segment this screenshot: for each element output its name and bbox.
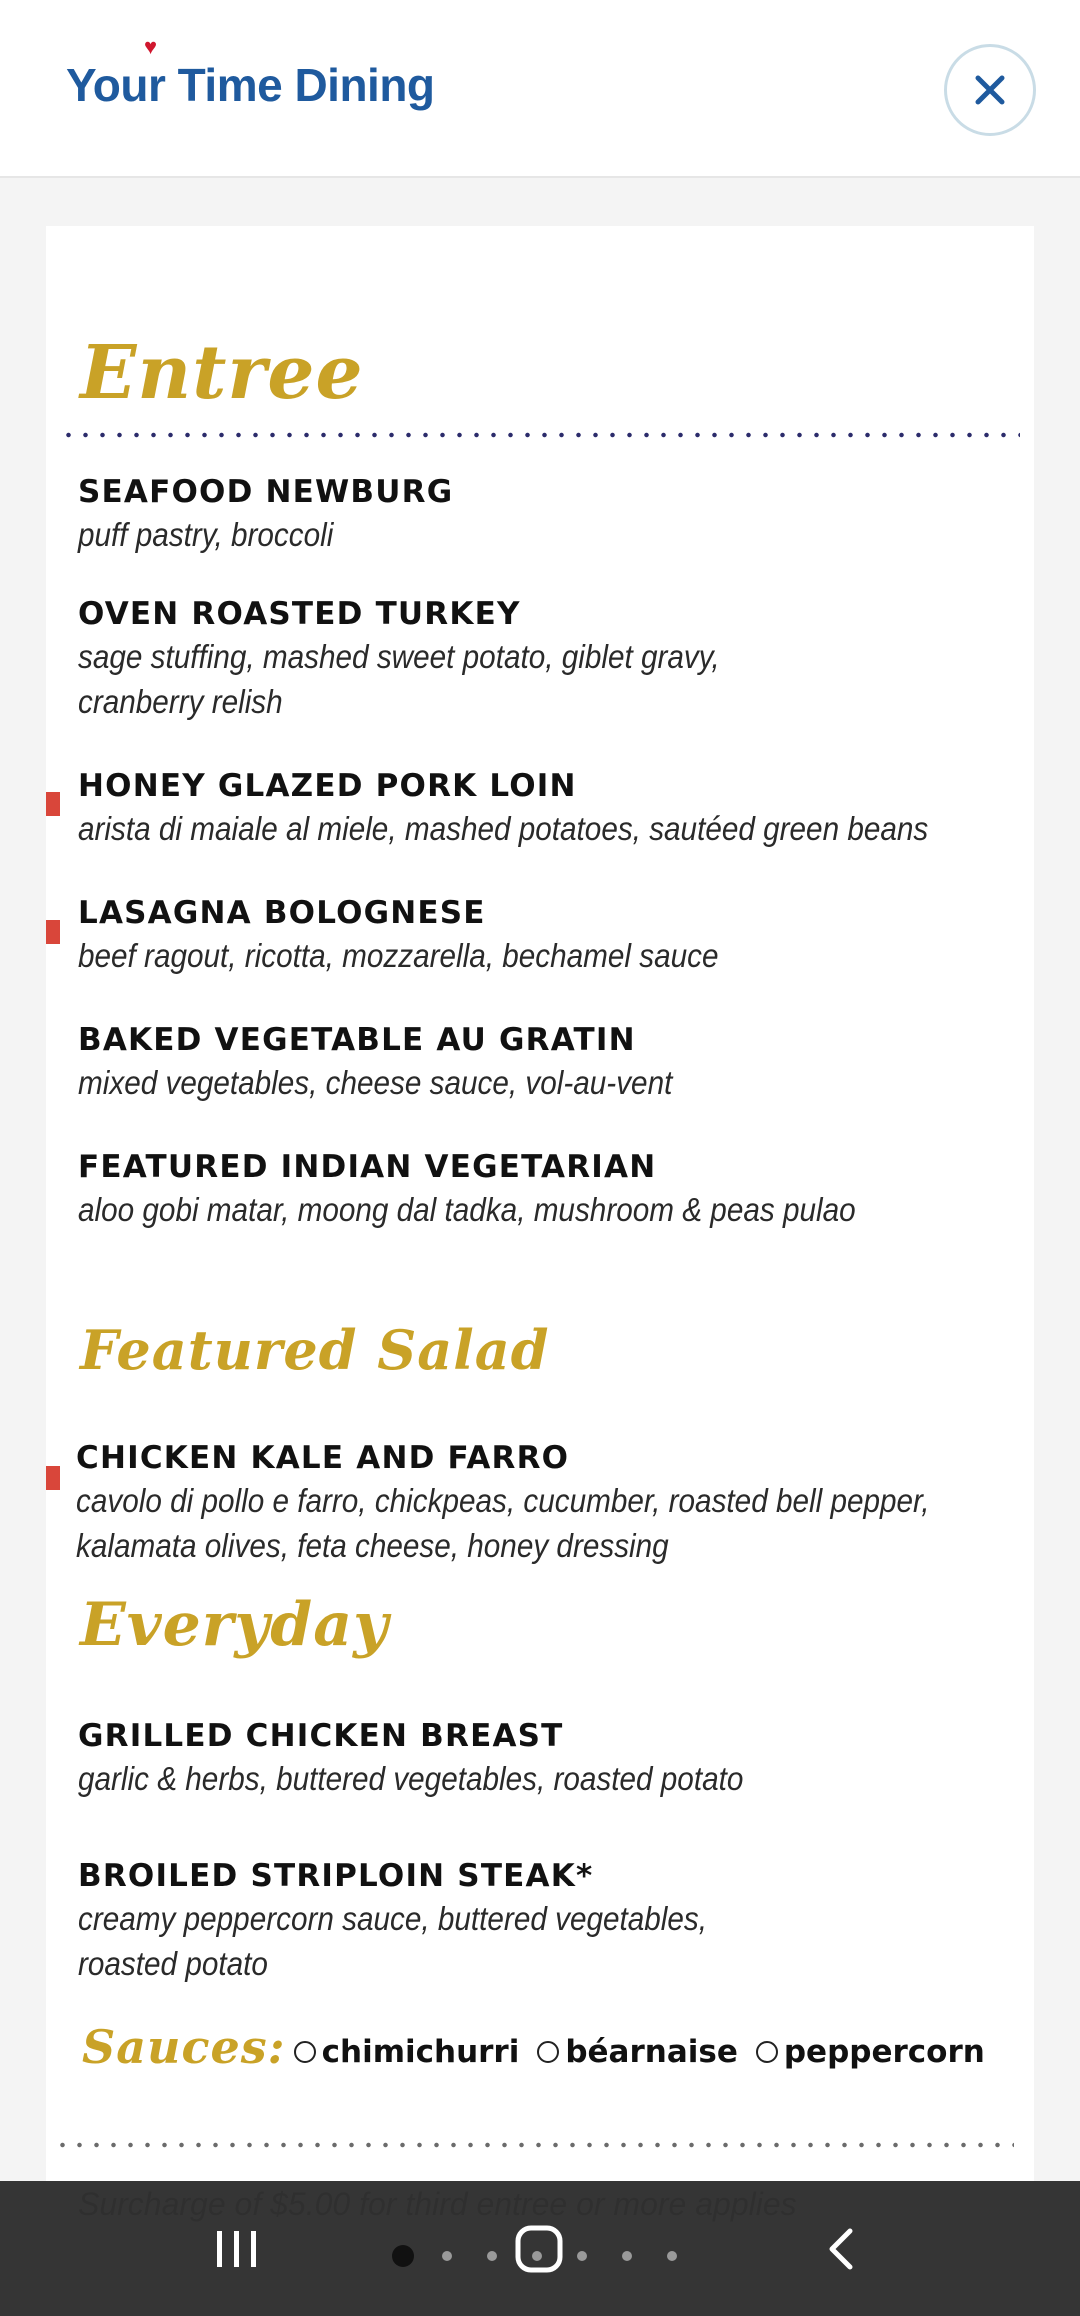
page-dot (442, 2251, 452, 2261)
radio-circle-icon (756, 2041, 778, 2063)
item-description: arista di maiale al miele, mashed potatoes, sautéed green beans (78, 810, 929, 847)
item-name: OVEN ROASTED TURKEY (78, 596, 521, 632)
menu-item-seafood-newburg (78, 472, 453, 557)
sauces-row (82, 2020, 1003, 2074)
menu-card (46, 226, 1034, 2316)
back-icon (822, 2225, 862, 2273)
menu-item-grilled-chicken-breast (78, 1716, 817, 1801)
section-title-entree: Entree (80, 330, 364, 416)
recommended-marker (46, 1466, 60, 1490)
sauce-option-label: chimichurri (321, 2034, 520, 2070)
item-name: HONEY GLAZED PORK LOIN (78, 768, 577, 804)
item-name: SEAFOOD NEWBURG (78, 474, 454, 510)
app-header (0, 0, 1080, 178)
item-name: GRILLED CHICKEN BREAST (78, 1718, 564, 1754)
brand-title: Your Time Dining (66, 59, 435, 111)
home-button[interactable] (479, 2181, 599, 2316)
item-name: LASAGNA BOLOGNESE (78, 895, 486, 931)
page-dot (622, 2251, 632, 2261)
menu-item-honey-glazed-pork-loin (78, 766, 1023, 851)
item-name: CHICKEN KALE AND FARRO (76, 1440, 570, 1476)
sauce-option-label: béarnaise (565, 2034, 738, 2070)
item-name: BAKED VEGETABLE AU GRATIN (78, 1022, 636, 1058)
menu-item-baked-vegetable-au-gratin (78, 1020, 738, 1105)
item-description-cont: cranberry relish (78, 683, 283, 720)
item-description: cavolo di pollo e farro, chickpeas, cucumber, roasted bell pepper, (76, 1482, 930, 1519)
back-button[interactable] (782, 2181, 902, 2316)
recents-button[interactable] (177, 2181, 297, 2316)
radio-circle-icon (537, 2041, 559, 2063)
recommended-marker (46, 792, 60, 816)
item-description: mixed vegetables, cheese sauce, vol-au-vent (78, 1064, 673, 1101)
sauce-option-chimichurri (294, 2034, 520, 2070)
menu-item-broiled-striploin-steak (78, 1856, 777, 1986)
item-description: puff pastry, broccoli (78, 516, 334, 553)
section-title-featured-salad: Featured Salad (80, 1318, 550, 1382)
page-dot (667, 2251, 677, 2261)
dotted-divider (60, 432, 1020, 438)
section-title-everyday: Everyday (80, 1590, 389, 1660)
radio-circle-icon (294, 2041, 316, 2063)
dotted-divider (54, 2142, 1014, 2148)
item-description-cont: kalamata olives, feta cheese, honey dressing (76, 1527, 669, 1564)
home-icon (513, 2223, 565, 2275)
close-icon (970, 70, 1010, 110)
item-description-cont: roasted potato (78, 1945, 268, 1982)
menu-item-oven-roasted-turkey (78, 594, 791, 724)
sauces-label: Sauces: (82, 2020, 286, 2074)
menu-item-chicken-kale-and-farro (76, 1438, 1024, 1568)
close-button[interactable] (944, 44, 1036, 136)
item-description: aloo gobi matar, moong dal tadka, mushroom & peas pulao (78, 1191, 856, 1228)
brand-logo (66, 34, 435, 112)
recents-icon (213, 2227, 261, 2271)
item-description: creamy peppercorn sauce, buttered vegetables, (78, 1900, 708, 1937)
sauce-option-bearnaise (537, 2034, 738, 2070)
item-description: beef ragout, ricotta, mozzarella, bechamel sauce (78, 937, 719, 974)
heart-icon: ♥ (144, 34, 158, 59)
item-name: BROILED STRIPLOIN STEAK* (78, 1858, 594, 1894)
sauce-option-label: peppercorn (783, 2034, 985, 2070)
recommended-marker (46, 920, 60, 944)
page-dot-active (392, 2245, 414, 2267)
item-name: FEATURED INDIAN VEGETARIAN (78, 1149, 657, 1185)
system-navigation-bar (0, 2181, 1080, 2316)
item-description: sage stuffing, mashed sweet potato, giblet gravy, (78, 638, 720, 675)
sauce-option-peppercorn (756, 2034, 985, 2070)
item-description: garlic & herbs, buttered vegetables, roasted potato (78, 1760, 744, 1797)
menu-item-featured-indian-vegetarian (78, 1147, 942, 1232)
menu-item-lasagna-bolognese (78, 893, 790, 978)
